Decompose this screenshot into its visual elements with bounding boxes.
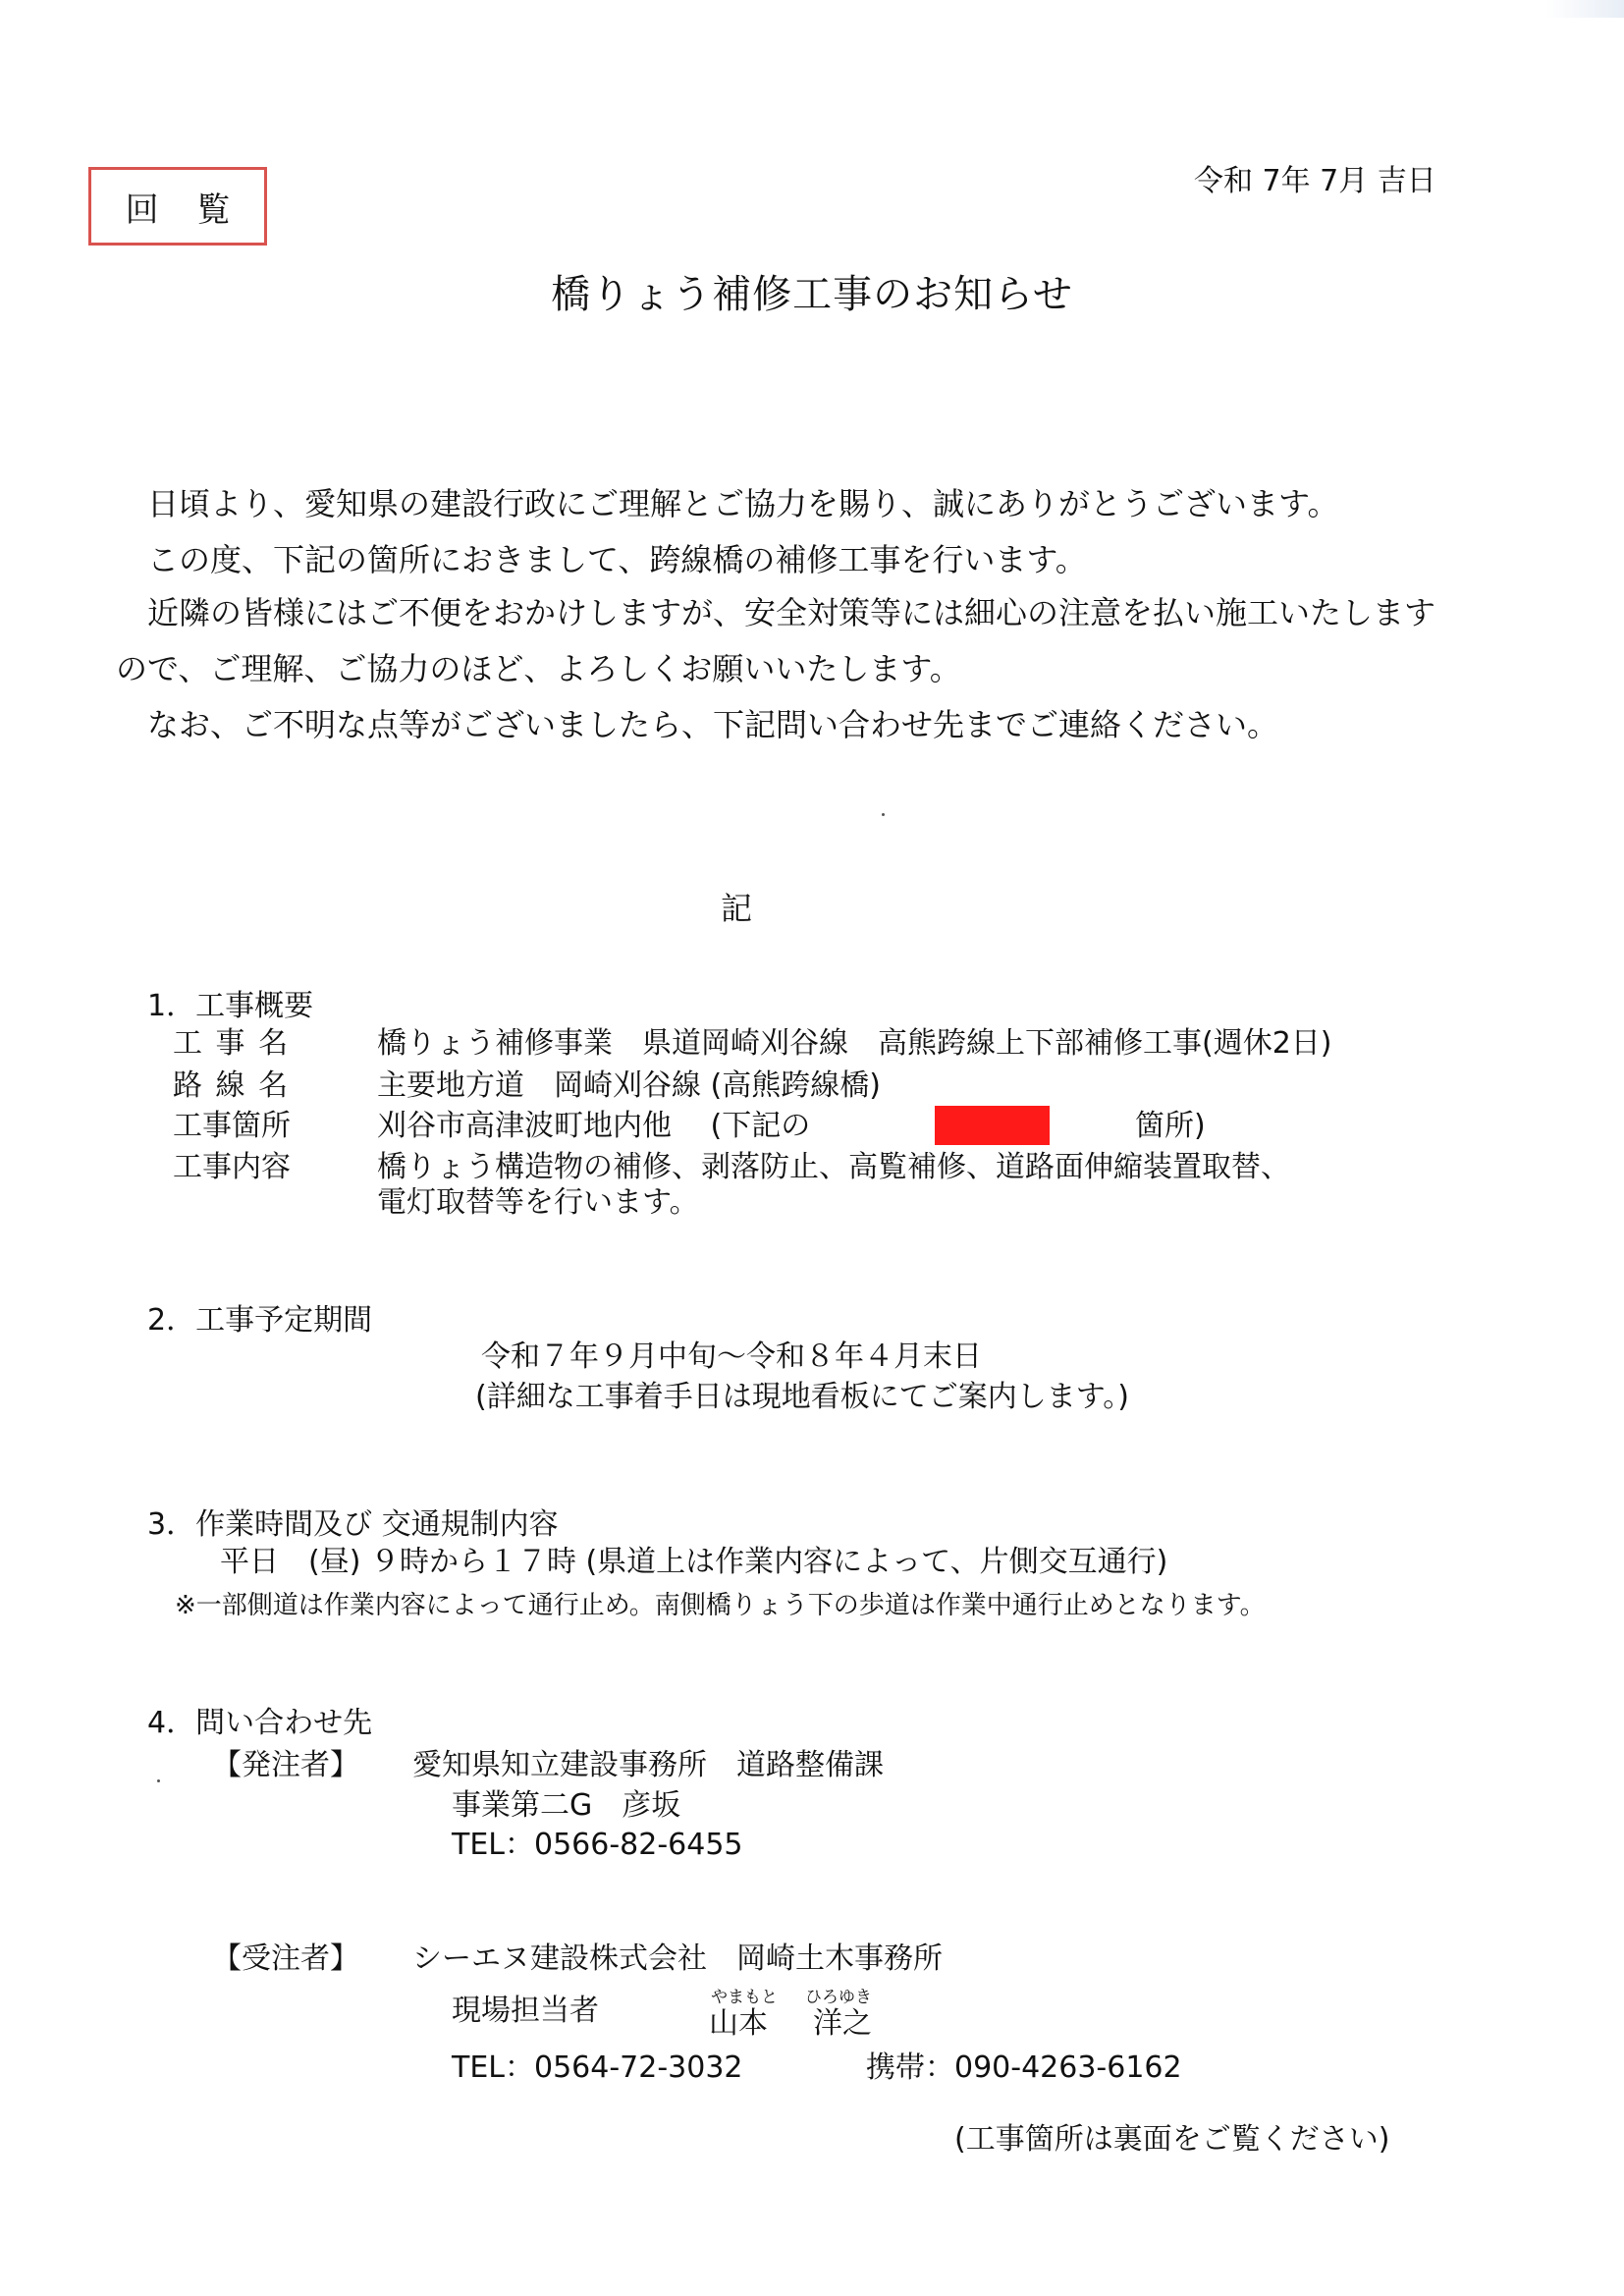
back-side-note: (工事箇所は裏面をご覧ください) [954, 2122, 1390, 2157]
orderer-label: 【発注者】 [212, 1748, 359, 1782]
contractor-label: 【受注者】 [212, 1941, 359, 1976]
intro-line-4: ので、ご理解、ご協力のほど、よろしくお願いいたします。 [116, 650, 961, 687]
contractor-person-label: 現場担当者 [452, 1994, 599, 2028]
orderer-organization: 愛知県知立建設事務所 道路整備課 [412, 1748, 884, 1782]
circulation-stamp: 回 覧 [88, 167, 267, 246]
orderer-person: 事業第二G 彦坂 [452, 1788, 681, 1823]
section-3-heading: 3．作業時間及び 交通規制内容 [147, 1507, 559, 1542]
ki-heading: 記 [721, 890, 753, 927]
contractor-mobile: 携帯：090-4263-6162 [866, 2050, 1182, 2085]
contact-family-name: 山本 [709, 2006, 768, 2041]
period-note: (詳細な工事着手日は現地看板にてご案内します。) [475, 1380, 1130, 1414]
intro-line-1: 日頃より、愛知県の建設行政にご理解とご協力を賜り、誠にありがとうございます。 [147, 485, 1339, 522]
row-label-location: 工事箇所 [173, 1109, 291, 1143]
work-hours: 平日 (昼) ９時から１７時 (県道上は作業内容によって、片側交互通行) [220, 1545, 1168, 1579]
contractor-tel: TEL：0564-72-3032 [452, 2050, 743, 2085]
furigana-given: ひろゆき [805, 1988, 872, 2007]
furigana-family: やまもと [711, 1988, 778, 2007]
row-label-work-content: 工事内容 [173, 1150, 291, 1184]
location-color-mark [935, 1106, 1050, 1145]
section-4-heading: 4．問い合わせ先 [147, 1706, 373, 1740]
row-value-work-content-2: 電灯取替等を行います。 [377, 1185, 699, 1220]
intro-line-2: この度、下記の箇所におきまして、跨線橋の補修工事を行います。 [147, 541, 1087, 578]
row-value-location-suffix: 箇所) [1135, 1109, 1206, 1143]
section-1-heading: 1．工事概要 [147, 989, 314, 1023]
page-title: 橋りょう補修工事のお知らせ [551, 272, 1073, 317]
scan-corner-shade [1545, 0, 1624, 18]
contact-given-name: 洋之 [813, 2006, 872, 2041]
contractor-organization: シーエヌ建設株式会社 岡崎土木事務所 [412, 1941, 943, 1976]
road-closure-note: ※一部側道は作業内容によって通行止め。南側橋りょう下の歩道は作業中通行止めとなります。 [175, 1591, 1266, 1620]
period-text: 令和７年９月中旬～令和８年４月末日 [481, 1339, 982, 1374]
row-value-location: 刈谷市高津波町地内他 (下記の [377, 1109, 811, 1143]
intro-line-3: 近隣の皆様にはご不便をおかけしますが、安全対策等には細心の注意を払い施工いたします [147, 594, 1436, 631]
row-value-work-content: 橋りょう構造物の補修、剥落防止、高覧補修、道路面伸縮装置取替、 [377, 1150, 1290, 1184]
section-2-heading: 2．工事予定期間 [147, 1303, 373, 1338]
scan-speck [157, 1779, 160, 1782]
row-label-construction-name: 工 事 名 [173, 1026, 291, 1061]
orderer-tel: TEL：0566-82-6455 [452, 1828, 743, 1862]
row-label-route-name: 路 線 名 [173, 1068, 291, 1103]
scan-speck [882, 813, 885, 816]
intro-line-5: なお、ご不明な点等がございましたら、下記問い合わせ先までご連絡ください。 [147, 706, 1279, 743]
row-value-route-name: 主要地方道 岡崎刈谷線 (高熊跨線橋) [377, 1068, 881, 1103]
issue-date: 令和 7年 7月 吉日 [1194, 164, 1436, 198]
row-value-construction-name: 橋りょう補修事業 県道岡崎刈谷線 高熊跨線上下部補修工事(週休2日) [377, 1026, 1332, 1061]
